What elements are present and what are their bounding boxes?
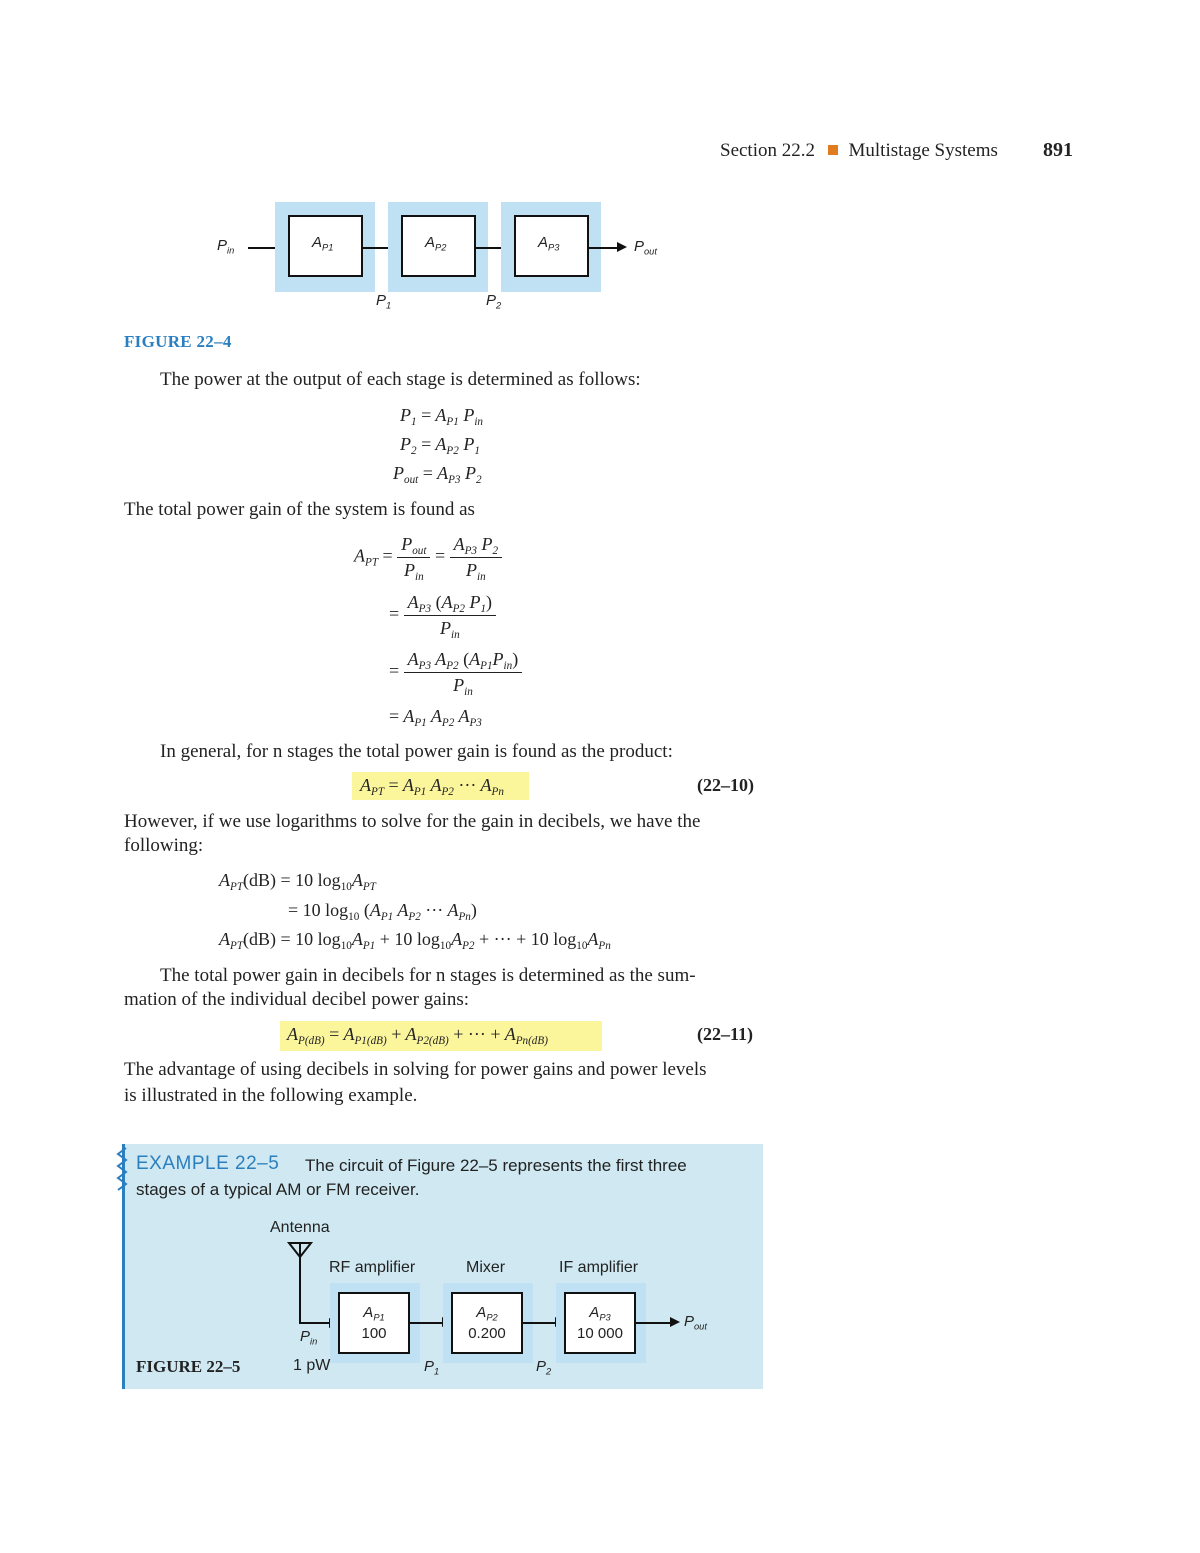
antenna-icon (285, 1240, 315, 1324)
arrowhead-icon (617, 242, 627, 252)
equation-db-1: $A_{PT}(dB) = 10$ $\log_{10}A_{PT}$ (219, 870, 376, 893)
equation-number-22-11: (22–11) (697, 1024, 753, 1044)
paragraph-4-line-2: following: (124, 835, 204, 856)
section-title: Multistage Systems (848, 140, 998, 161)
p1-label: $P_1$ (376, 292, 392, 311)
paragraph-6-line-2: is illustrated in the following example. (124, 1085, 418, 1106)
example-p1-label: $P_1$ (424, 1358, 440, 1377)
example-gain-block-1: $A_{P1}$ 100 (338, 1292, 410, 1354)
equation-number-22-10: (22–10) (697, 775, 754, 795)
equation-22-10: $A_{PT} = A_{P1}$ $A_{P2}$ ··· $A_{Pn}$ (360, 775, 504, 798)
figure-22-4 (0, 0, 1200, 330)
paragraph-5-line-2: mation of the individual decibel power gains: (124, 989, 470, 1010)
arrowhead-icon (670, 1317, 680, 1327)
stage-label-rf: RF amplifier (329, 1259, 416, 1276)
output-arrow (589, 247, 617, 249)
example-p2-label: $P_2$ (536, 1358, 552, 1377)
figure-22-4-caption: FIGURE 22–4 (124, 332, 232, 351)
paragraph-5-line-1: The total power gain in decibels for n stages is determined as the sum- (160, 965, 696, 986)
arrow-2-3 (476, 247, 504, 249)
example-output-label: $P_{out}$ (684, 1313, 707, 1332)
example-title: EXAMPLE 22–5 (136, 1153, 280, 1174)
page-number: 891 (1043, 139, 1073, 161)
arrow-1-2 (363, 247, 391, 249)
paragraph-3: In general, for n stages the total power gain is found as the product: (160, 741, 673, 762)
squiggle-icon (113, 1146, 135, 1194)
p2-label: $P_2$ (486, 292, 502, 311)
gain-block-2: $A_{P2}$ (401, 215, 476, 277)
example-arrow-2-3 (523, 1322, 555, 1324)
paragraph-4-line-1: However, if we use logarithms to solve for the gain in decibels, we have the (124, 811, 701, 832)
example-output-arrow (636, 1322, 670, 1324)
equation-p1: $P_1 = A_{P1}$ $P_{in}$ (400, 405, 483, 428)
stage-label-mixer: Mixer (466, 1259, 506, 1276)
equation-total-gain-1: $A_{PT}$ = $\frac{P_{out}}{P_{in}}$ = $\frac{A_{P3} P_2}{P_{in}}$ (354, 534, 502, 581)
example-gain-block-3: $A_{P3}$ 10 000 (564, 1292, 636, 1354)
equation-db-3: $A_{PT}(dB) = 10$ $\log_{10}A_{P1} + 10$ $\log_{10}A_{P2}$ + ··· + 10 $\log_{10}A_{Pn}$ (219, 929, 611, 952)
antenna-label: Antenna (270, 1219, 330, 1236)
example-input-value: 1 pW (293, 1357, 331, 1374)
example-input-label: $P_{in}$ (300, 1328, 318, 1347)
section-number: Section 22.2 (720, 140, 815, 161)
example-text-line-1: The circuit of Figure 22–5 represents the first three (305, 1156, 687, 1175)
equation-pout: $P_{out} = A_{P3}$ $P_2$ (393, 463, 482, 486)
input-power-label: $P_{in}$ (217, 237, 235, 256)
example-text-line-2: stages of a typical AM or FM receiver. (136, 1180, 420, 1199)
example-arrow-1-2 (410, 1322, 442, 1324)
stage-label-if: IF amplifier (559, 1259, 639, 1276)
equation-db-2: = 10 $\log_{10} (A_{P1}$ $A_{P2}$ ··· $A_{Pn}$) (288, 900, 477, 923)
input-arrow (248, 247, 278, 249)
equation-p2: $P_2 = A_{P2}$ $P_1$ (400, 434, 480, 457)
figure-22-5-caption: FIGURE 22–5 (136, 1357, 241, 1376)
gain-block-1: $A_{P1}$ (288, 215, 363, 277)
equation-total-gain-2: = $\frac{A_{P3} (A_{P2} P_1)}{P_{in}}$ (389, 592, 496, 639)
equation-total-gain-4: = $A_{P1}$ $A_{P2}$ $A_{P3}$ (389, 706, 482, 729)
gain-block-3: $A_{P3}$ (514, 215, 589, 277)
equation-22-11: $A_{P(dB)} = A_{P1(dB)} + A_{P2(dB)}$ + ··· + $A_{Pn(dB)}$ (287, 1024, 548, 1047)
equation-total-gain-3: = $\frac{A_{P3} A_{P2} (A_{P1}P_{in})}{P_{in}}$ (389, 649, 522, 696)
paragraph-1: The power at the output of each stage is determined as follows: (160, 369, 641, 390)
paragraph-2: The total power gain of the system is found as (124, 499, 475, 520)
paragraph-6-line-1: The advantage of using decibels in solving for power gains and power levels (124, 1059, 707, 1080)
output-power-label: $P_{out}$ (634, 238, 657, 257)
example-gain-block-2: $A_{P2}$ 0.200 (451, 1292, 523, 1354)
antenna-feed-line (299, 1322, 329, 1324)
